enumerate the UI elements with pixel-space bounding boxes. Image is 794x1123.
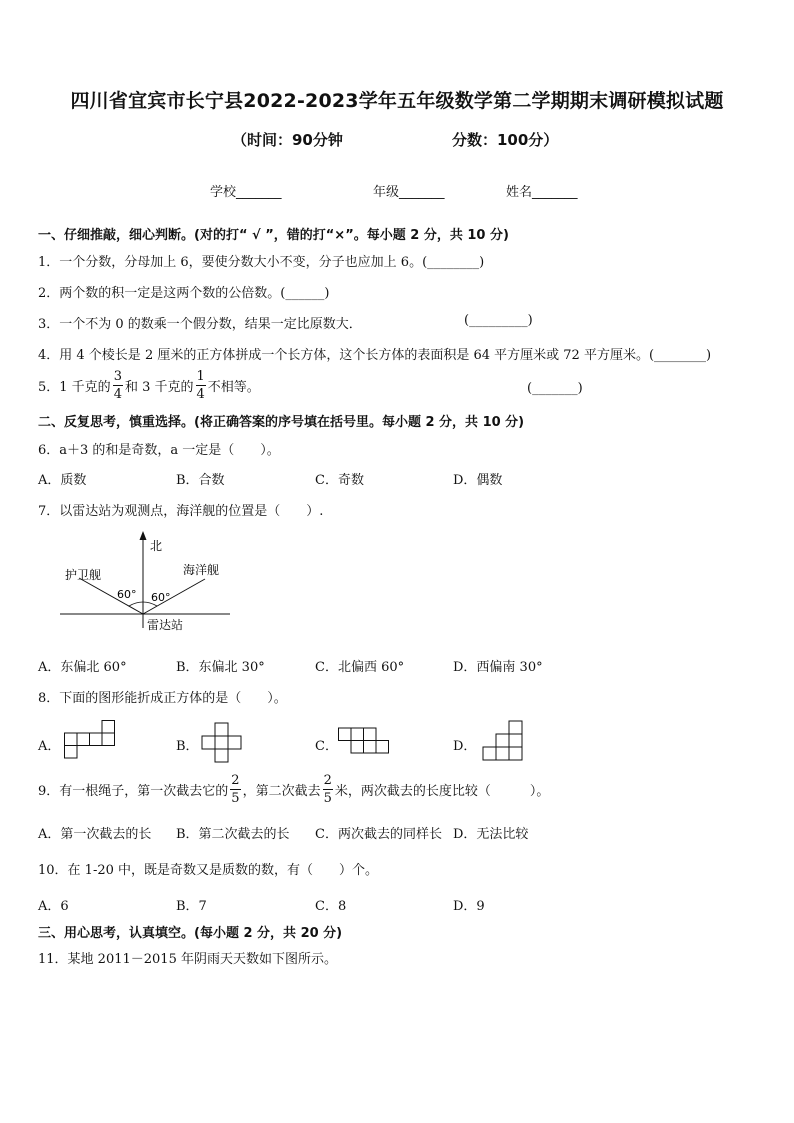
- fraction-numerator: 2: [323, 773, 332, 788]
- q8-option-b: B．: [176, 739, 199, 754]
- grade-field: 年级_______: [373, 185, 445, 200]
- fraction-numerator: 2: [231, 773, 240, 788]
- question-4: 4．用 4 个棱长是 2 厘米的正方体拼成一个长方体，这个长方体的表面积是 64 平方厘米或 72 平方厘米。(________): [38, 348, 712, 363]
- cube-net-b: [201, 722, 245, 764]
- q6-option-b: B．合数: [176, 473, 225, 488]
- q8-option-d: D．: [453, 739, 477, 754]
- radar-direction-figure: [55, 528, 240, 638]
- question-5-part-c: 不相等。: [207, 380, 260, 395]
- q9-option-a: A．第一次截去的长: [38, 827, 152, 842]
- q10-option-c: C．8: [315, 899, 347, 914]
- question-3-blank: (_________): [464, 313, 533, 328]
- cube-net-a: [63, 720, 117, 760]
- question-5-part-b: 和 3 千克的: [124, 380, 194, 395]
- question-9-part-b: ，第二次截去: [242, 784, 321, 799]
- fraction-denominator: 4: [196, 387, 205, 402]
- question-11: 11．某地 2011－2015 年阴雨天天数如下图所示。: [38, 952, 337, 967]
- page-title: 四川省宜宾市长宁县2022-2023学年五年级数学第二学期期末调研模拟试题: [70, 90, 724, 112]
- q10-option-b: B．7: [176, 899, 207, 914]
- q10-option-d: D．9: [453, 899, 485, 914]
- cube-net-d: [482, 720, 526, 762]
- q8-option-a: A．: [38, 739, 61, 754]
- fraction-one-quarter: [196, 370, 206, 401]
- section1-heading: 一、仔细推敲，细心判断。(对的打“ √ ”，错的打“×”。每小题 2 分，共 10 分): [38, 228, 509, 243]
- question-9: [38, 774, 549, 805]
- q9-option-b: B．第二次截去的长: [176, 827, 290, 842]
- exam-time: （时间：90分钟: [232, 131, 343, 149]
- q7-option-b: B．东偏北 30°: [176, 660, 265, 675]
- angle-right-label: 60°: [151, 591, 171, 604]
- question-1: 1．一个分数，分母加上 6，要使分数大小不变，分子也应加上 6。(________): [38, 255, 485, 270]
- question-9-part-a: 9．有一根绳子，第一次截去它的: [38, 784, 229, 799]
- q6-option-a: A．质数: [38, 473, 87, 488]
- question-6: 6．a＋3 的和是奇数，a 一定是（ ）。: [38, 443, 280, 458]
- question-5-part-a: 5．1 千克的: [38, 380, 111, 395]
- fraction-two-fifths: [230, 774, 240, 805]
- q7-option-a: A．东偏北 60°: [38, 660, 127, 675]
- question-5-blank: (_______): [527, 381, 583, 396]
- question-9-part-c: 米，两次截去的长度比较（ ）。: [334, 784, 550, 799]
- q8-option-c: C．: [315, 739, 338, 754]
- angle-left-label: 60°: [117, 588, 137, 601]
- fraction-numerator: 1: [196, 369, 205, 384]
- q7-option-c: C．北偏西 60°: [315, 660, 405, 675]
- q9-option-d: D．无法比较: [453, 827, 529, 842]
- fraction-two-fifths-meter: [323, 774, 333, 805]
- fraction-three-quarters: [113, 370, 123, 401]
- section2-heading: 二、反复思考，慎重选择。(将正确答案的序号填在括号里。每小题 2 分，共 10 分): [38, 415, 525, 430]
- q7-option-d: D．西偏南 30°: [453, 660, 543, 675]
- north-label: 北: [150, 539, 163, 553]
- name-field: 姓名_______: [506, 185, 578, 200]
- fraction-numerator: 3: [113, 369, 122, 384]
- question-3: 3．一个不为 0 的数乘一个假分数，结果一定比原数大．: [38, 317, 362, 332]
- north-arrow-icon: [140, 531, 147, 540]
- exam-score: 分数：100分）: [452, 131, 559, 149]
- ship-label: 海洋舰: [183, 563, 220, 577]
- escort-label: 护卫舰: [65, 568, 102, 582]
- question-8: 8．下面的图形能折成正方体的是（ ）。: [38, 691, 287, 706]
- fraction-denominator: 5: [323, 791, 332, 806]
- cube-net-c: [337, 727, 391, 755]
- fraction-denominator: 5: [231, 791, 240, 806]
- station-label: 雷达站: [147, 618, 184, 632]
- section3-heading: 三、用心思考，认真填空。(每小题 2 分，共 20 分): [38, 926, 343, 941]
- question-10: 10．在 1-20 中，既是奇数又是质数的数，有（ ）个。: [38, 863, 379, 878]
- q6-option-d: D．偶数: [453, 473, 503, 488]
- question-7: 7．以雷达站为观测点，海洋舰的位置是（ ）.: [38, 504, 324, 519]
- question-2: 2．两个数的积一定是这两个数的公倍数。(______): [38, 286, 330, 301]
- fraction-denominator: 4: [113, 387, 122, 402]
- q9-option-c: C．两次截去的同样长: [315, 827, 442, 842]
- question-5: [38, 370, 260, 401]
- q10-option-a: A．6: [38, 899, 69, 914]
- school-field: 学校_______: [210, 185, 282, 200]
- q6-option-c: C．奇数: [315, 473, 364, 488]
